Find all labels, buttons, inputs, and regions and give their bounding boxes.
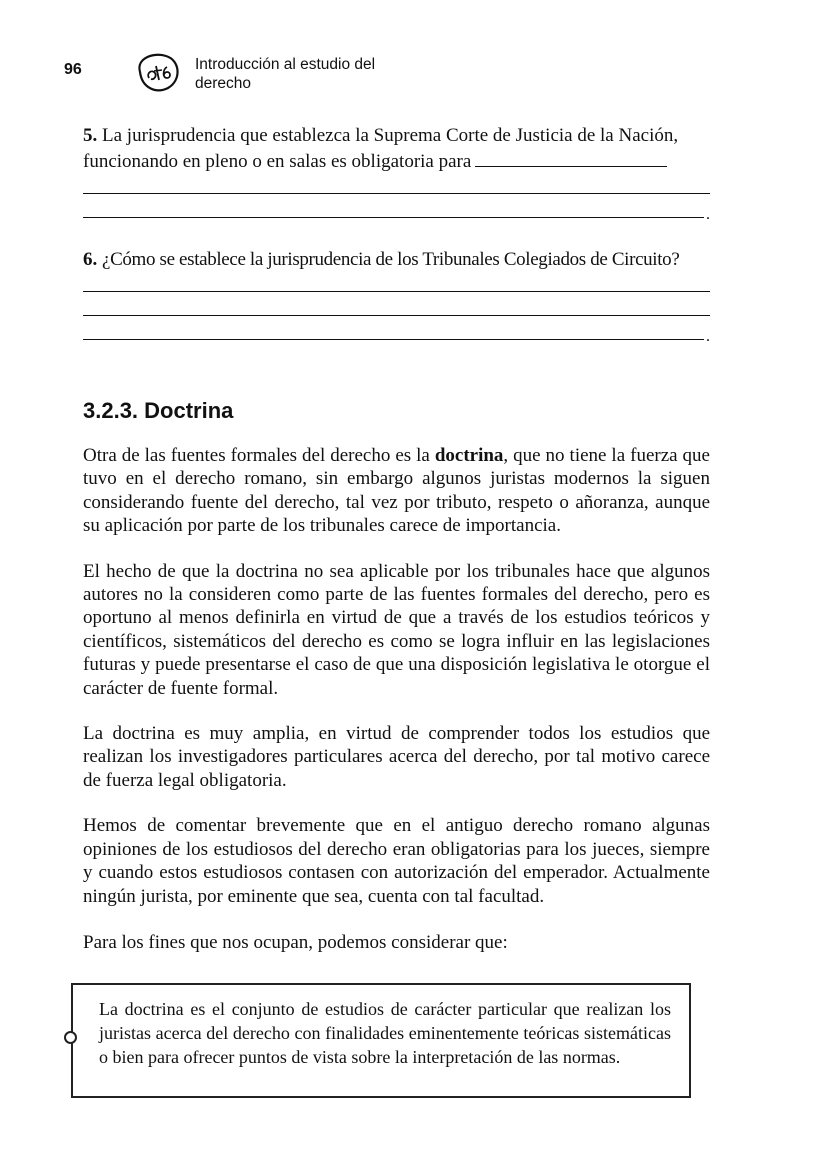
body-paragraph (83, 444, 710, 538)
question-text-line: funcionando en pleno o en salas es obligatoria para (83, 151, 472, 172)
definition-text: La doctrina es el conjunto de estudios de carácter particular que realizan los juristas acerca del derecho con finalidades eminentemente teóricas sistemáticas o bien para ofrecer puntos de vista sobre la interpretación de las normas. (99, 999, 671, 1067)
paragraph-text: , que no tiene la fuerza que tuvo en el derecho romano, sin embargo algunos juristas modernos la siguen considerando fuente del derecho, tal vez por tributo, respeto o añoranza, aunque su aplicación por parte de los tribunales carece de importancia. (83, 445, 710, 537)
key-term: doctrina (434, 445, 504, 466)
question-text-line: La jurisprudencia que establezca la Suprema Corte de Justicia de la Nación, (102, 125, 679, 146)
question-6 (83, 248, 710, 344)
body-paragraph: Para los fines que nos ocupan, podemos considerar que: (83, 931, 508, 953)
answer-blank-inline[interactable] (475, 148, 667, 167)
page-content (83, 124, 710, 954)
answer-line[interactable] (83, 198, 710, 222)
page-header (0, 50, 828, 100)
question-text-line: ¿Cómo se establece la jurisprudencia de los Tribunales Colegiados de Circuito? (102, 249, 680, 270)
end-mark: . (706, 206, 710, 223)
definition-box (71, 983, 691, 1098)
box-marker-icon (64, 1031, 77, 1044)
section-heading: 3.2.3. Doctrina (83, 398, 234, 423)
book-title (195, 55, 435, 93)
question-5 (83, 124, 710, 222)
publisher-logo-icon (132, 50, 184, 94)
question-number: 6. (83, 249, 98, 270)
paragraph-text: Otra de las fuentes formales del derecho es la (83, 445, 435, 466)
question-text (83, 248, 710, 272)
answer-line[interactable] (83, 272, 710, 296)
book-title-line: derecho (195, 75, 252, 92)
end-mark: . (706, 328, 710, 345)
book-title-line: Introducción al estudio del (195, 56, 376, 73)
body-paragraph: Hemos de comentar brevemente que en el antiguo derecho romano algunas opiniones de los estudiosos del derecho eran obligatorias para los jueces, siempre y cuando estos estudiosos contasen con autorización del emperador. Actualmente ningún jurista, por eminente que sea, cuenta con tal facultad. (83, 815, 710, 907)
page-number: 96 (64, 61, 82, 78)
question-number: 5. (83, 125, 98, 146)
answer-line[interactable] (83, 320, 710, 344)
answer-line[interactable] (83, 174, 710, 198)
answer-line[interactable] (83, 296, 710, 320)
body-paragraph: El hecho de que la doctrina no sea aplicable por los tribunales hace que algunos autores no la consideren como parte de las fuentes formales del derecho, pero es oportuno al menos definirla en virtud de que a través de los estudios teóricos y científicos, sistemáticos del derecho es como se logra influir en las legislaciones futuras y puede presentarse el caso de que una disposición legislativa le otorgue el carácter de fuente formal. (83, 560, 710, 699)
question-text (83, 124, 710, 174)
body-paragraph: La doctrina es muy amplia, en virtud de comprender todos los estudios que realizan los investigadores particulares acerca del derecho, por tal motivo carece de fuerza legal obligatoria. (83, 723, 710, 791)
